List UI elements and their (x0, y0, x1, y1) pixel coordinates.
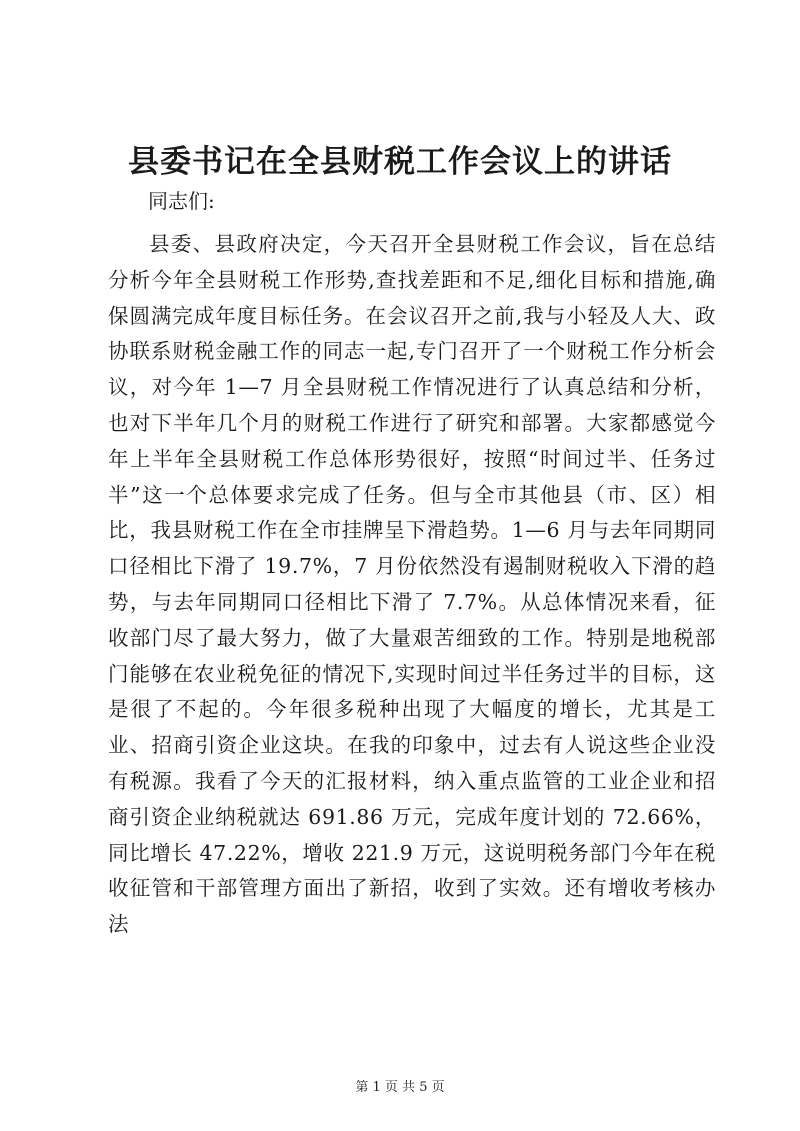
body-paragraph: 县委、县政府决定，今天召开全县财税工作会议，旨在总结分析今年全县财税工作形势,查找差距和不足,细化目标和措施,确保圆满完成年度目标任务。在会议召开之前,我与小轻及人大、政协联系财税金融工作的同志一起,专门召开了一个财税工作分析会议，对今年 1—7 月全县财税工作情况进行了认真总结和分析，也对下半年几个月的财税工作进行了研究和部署。大家都感觉今年上半年全县财税工作总体形势很好，按照“时间过半、任务过半”这一个总体要求完成了任务。但与全市其他县（市、区）相比，我县财税工作在全市挂牌呈下滑趋势。1—6 月与去年同期同口径相比下滑了 19.7%，7 月份依然没有遏制财税收入下滑的趋势，与去年同期同口径相比下滑了 7.7%。从总体情况来看，征收部门尽了最大努力，做了大量艰苦细致的工作。特别是地税部门能够在农业税免征的情况下,实现时间过半任务过半的目标，这是很了不起的。今年很多税种出现了大幅度的增长，尤其是工业、招商引资企业这块。在我的印象中，过去有人说这些企业没有税源。我看了今天的汇报材料，纳入重点监管的工业企业和招商引资企业纳税就达 691.86 万元，完成年度计划的 72.66%，同比增长 47.22%，增收 221.9 万元，这说明税务部门今年在税收征管和干部管理方面出了新招，收到了实效。还有增收考核办法 (108, 232, 716, 937)
salutation: 同志们: (148, 189, 215, 213)
document-title: 县委书记在全县财税工作会议上的讲话 (128, 144, 672, 180)
page-footer: 第 1 页 共 5 页 (355, 1080, 445, 1095)
